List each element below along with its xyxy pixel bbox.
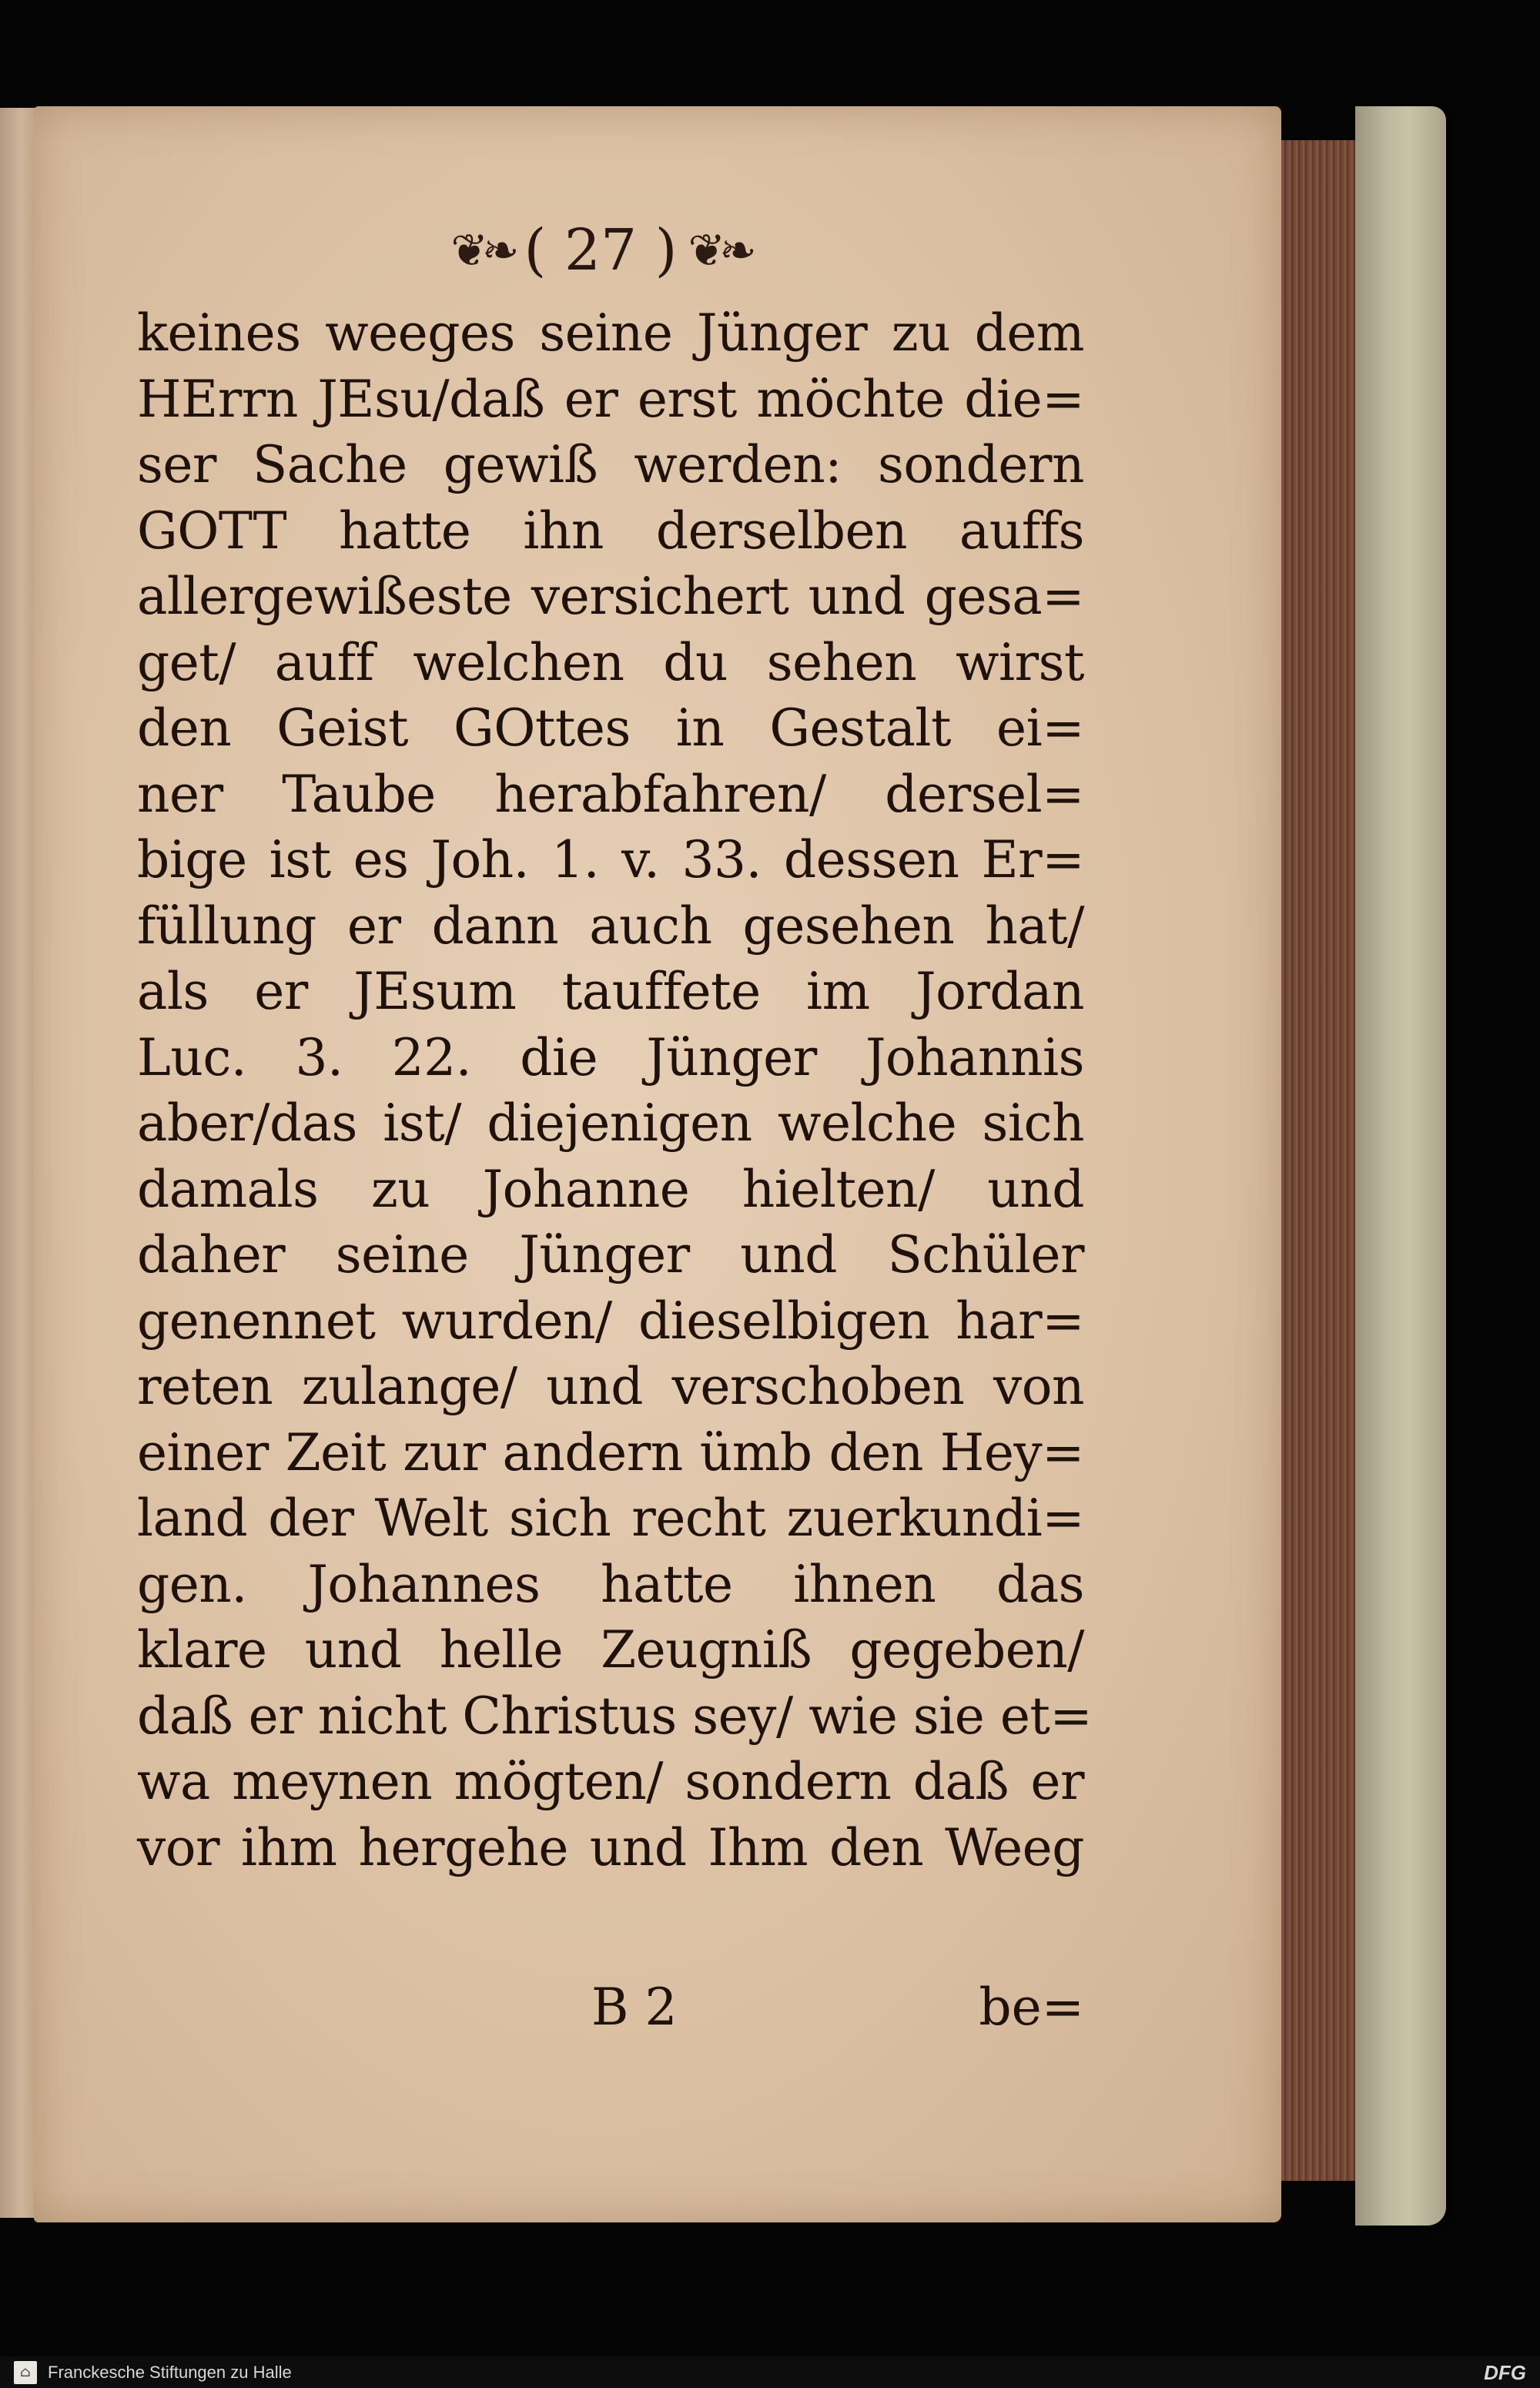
text-line: gen. Johannes hatte ihnen das [137, 1554, 1084, 1614]
institution-name: Franckesche Stiftungen zu Halle [48, 2362, 292, 2382]
institution-logo-icon: ⌂ [14, 2361, 37, 2384]
signature-mark: B 2 [591, 1978, 678, 2037]
text-line: HErrn JEsu/daß er erst möchte die= [137, 369, 1084, 429]
text-line: klare und helle Zeugniß gegeben/ [137, 1620, 1084, 1680]
text-line: einer Zeit zur andern ümb den Hey= [137, 1422, 1084, 1482]
text-line: allergewißeste versichert und gesa= [137, 567, 1084, 626]
text-line: get/ auff welchen du sehen wirst [137, 632, 1084, 692]
text-line: als er JEsum tauffete im Jordan [137, 962, 1084, 1021]
text-line: daher seine Jünger und Schüler [137, 1225, 1084, 1284]
viewer-footer [0, 2356, 1540, 2388]
text-line: wa meynen mögten/ sondern daß er [137, 1752, 1084, 1811]
page-footer-line [137, 1978, 1084, 2047]
text-line: genennet wurden/ dieselbigen har= [137, 1291, 1084, 1351]
text-line: land der Welt sich recht zuerkundi= [137, 1489, 1084, 1548]
text-line: aber/das ist/ diejenigen welche sich [137, 1094, 1084, 1153]
text-line: damals zu Johanne hielten/ und [137, 1159, 1084, 1219]
catchword: be= [979, 1978, 1084, 2037]
previous-page-edge [0, 108, 37, 2218]
text-line: bige ist es Joh. 1. v. 33. dessen Er= [137, 830, 1084, 889]
body-text [137, 300, 1093, 1881]
text-line: den Geist GOttes in Gestalt ei= [137, 698, 1084, 758]
page-header [400, 204, 801, 296]
text-line: Luc. 3. 22. die Jünger Johannis [137, 1027, 1084, 1087]
book-cover [1355, 106, 1446, 2226]
text-line: GOTT hatte ihn derselben auffs [137, 501, 1084, 561]
ornament-left-icon: ❦❧ [450, 224, 514, 276]
text-line: keines weeges seine Jünger zu dem [137, 303, 1084, 363]
text-line: ner Taube herabfahren/ dersel= [137, 764, 1084, 824]
text-line: ser Sache gewiß werden: sondern [137, 435, 1084, 494]
text-line: füllung er dann auch gesehen hat/ [137, 896, 1084, 956]
text-line: reten zulange/ und verschoben von [137, 1357, 1084, 1416]
text-line: vor ihm hergehe und Ihm den Weeg [137, 1817, 1084, 1877]
page-number: ( 27 ) [524, 217, 678, 283]
text-line: daß er nicht Christus sey/ wie sie et= [137, 1686, 1093, 1746]
ornament-right-icon: ❦❧ [688, 224, 751, 276]
provider-logo: DFG [1484, 2361, 1526, 2384]
